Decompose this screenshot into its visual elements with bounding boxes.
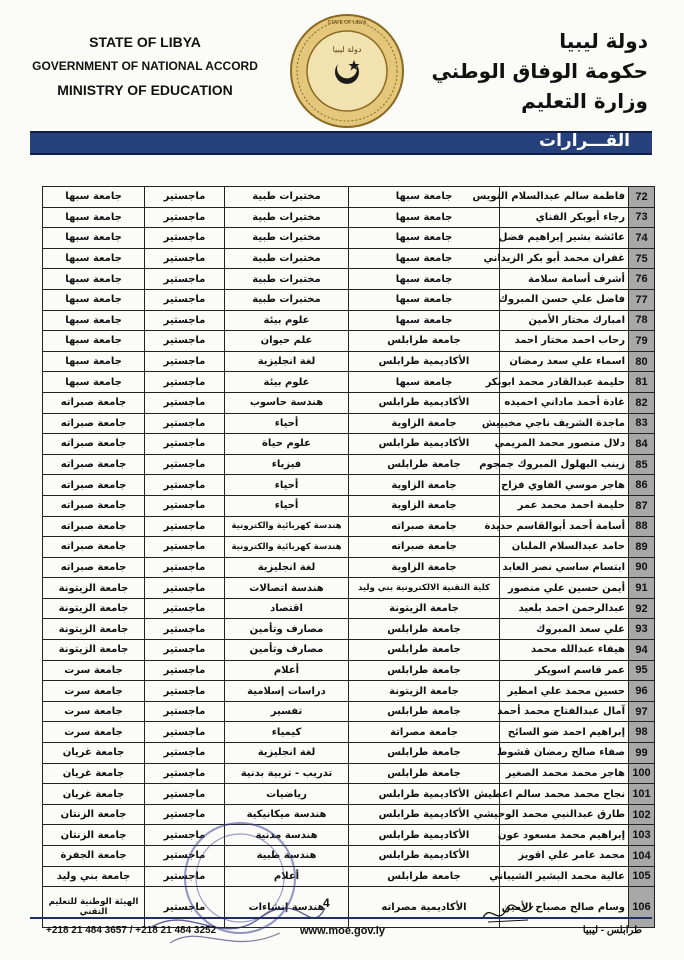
table-row <box>43 578 655 599</box>
study-place-cell: جامعة سبها <box>43 228 145 249</box>
name-cell: محمد عامر علي اقويز <box>500 846 629 867</box>
degree-cell: ماجستير <box>145 413 225 434</box>
name-cell: أيمن حسين علي منصور <box>500 578 629 599</box>
study-place-cell: جامعة الزيتونة <box>43 578 145 599</box>
degree-cell: ماجستير <box>145 392 225 413</box>
english-state-line: STATE OF LIBYA <box>89 34 201 50</box>
study-place-cell: جامعة الزيتونة <box>43 598 145 619</box>
name-cell: فاطمة سالم عبدالسلام النويس <box>500 187 629 208</box>
university-cell: الأكاديمية طرابلس <box>349 784 500 805</box>
degree-cell: ماجستير <box>145 351 225 372</box>
specialty-cell: تدريب - تربية بدنية <box>225 763 349 784</box>
arabic-letterhead <box>408 26 648 116</box>
specialty-cell: فيزياء <box>225 454 349 475</box>
university-cell: جامعة صبراته <box>349 516 500 537</box>
table-row <box>43 598 655 619</box>
university-cell: جامعة طرابلس <box>349 701 500 722</box>
table-row <box>43 743 655 764</box>
row-number-cell: 80 <box>629 351 655 372</box>
degree-cell: ماجستير <box>145 640 225 661</box>
signature-icon <box>478 898 538 928</box>
row-number-cell: 99 <box>629 743 655 764</box>
table-row <box>43 701 655 722</box>
name-cell: هيفاء عبدالله محمد <box>500 640 629 661</box>
name-cell: حليمة احمد محمد عمر <box>500 495 629 516</box>
degree-cell: ماجستير <box>145 475 225 496</box>
degree-cell: ماجستير <box>145 331 225 352</box>
specialty-cell: هندسة كهربائية والكترونية <box>225 537 349 558</box>
university-cell: جامعة سبها <box>349 269 500 290</box>
university-cell: جامعة سبها <box>349 207 500 228</box>
specialty-cell: مصارف وتأمين <box>225 619 349 640</box>
row-number-cell: 97 <box>629 701 655 722</box>
name-cell: وسام صالح مصباح الأمين <box>500 887 629 928</box>
degree-cell: ماجستير <box>145 187 225 208</box>
degree-cell: ماجستير <box>145 701 225 722</box>
table-row <box>43 228 655 249</box>
degree-cell: ماجستير <box>145 269 225 290</box>
specialty-cell: هندسة مدنية <box>225 825 349 846</box>
row-number-cell: 104 <box>629 846 655 867</box>
specialty-cell: مختبرات طبية <box>225 269 349 290</box>
name-cell: هاجر محمد محمد الصغير <box>500 763 629 784</box>
row-number-cell: 102 <box>629 804 655 825</box>
degree-cell: ماجستير <box>145 681 225 702</box>
arabic-government-line: حكومة الوفاق الوطني <box>431 59 648 83</box>
university-cell: جامعة سبها <box>349 372 500 393</box>
row-number-cell: 87 <box>629 495 655 516</box>
degree-cell: ماجستير <box>145 578 225 599</box>
table-row <box>43 269 655 290</box>
specialty-cell: هندسة طبية <box>225 846 349 867</box>
university-cell: جامعة الزيتونة <box>349 681 500 702</box>
row-number-cell: 94 <box>629 640 655 661</box>
university-cell: كلية التقنية الالكترونية بني وليد <box>349 578 500 599</box>
row-number-cell: 72 <box>629 187 655 208</box>
specialty-cell: هندسة اتصالات <box>225 578 349 599</box>
row-number-cell: 82 <box>629 392 655 413</box>
table-row <box>43 434 655 455</box>
study-place-cell: جامعة صبراته <box>43 475 145 496</box>
table-row <box>43 187 655 208</box>
emblem-arabic-text: دولة ليبيا <box>332 45 362 54</box>
specialty-cell: علم حيوان <box>225 331 349 352</box>
specialty-cell: هندسة حاسوب <box>225 392 349 413</box>
study-place-cell: جامعة غريان <box>43 784 145 805</box>
degree-cell: ماجستير <box>145 804 225 825</box>
name-cell: آمال عبدالفتاح محمد أحمد <box>500 701 629 722</box>
name-cell: علي سعد المبروك <box>500 619 629 640</box>
table-row <box>43 248 655 269</box>
study-place-cell: جامعة صبراته <box>43 495 145 516</box>
banner-title: القـــرارات <box>539 131 630 151</box>
specialty-cell: مختبرات طبية <box>225 289 349 310</box>
degree-cell: ماجستير <box>145 743 225 764</box>
row-number-cell: 79 <box>629 331 655 352</box>
row-number-cell: 105 <box>629 866 655 887</box>
university-cell: جامعة سبها <box>349 289 500 310</box>
university-cell: جامعة الزاوية <box>349 557 500 578</box>
row-number-cell: 73 <box>629 207 655 228</box>
table-row <box>43 413 655 434</box>
degree-cell: ماجستير <box>145 619 225 640</box>
footer-phone-numbers: +218 21 484 3657 / +218 21 484 3252 <box>46 925 217 936</box>
degree-cell: ماجستير <box>145 454 225 475</box>
university-cell: جامعة طرابلس <box>349 619 500 640</box>
university-cell: الأكاديمية مصراته <box>349 887 500 928</box>
name-cell: رحاب احمد مختار احمد <box>500 331 629 352</box>
study-place-cell: جامعة سبها <box>43 269 145 290</box>
university-cell: الأكاديمية طرابلس <box>349 846 500 867</box>
degree-cell: ماجستير <box>145 289 225 310</box>
university-cell: الأكاديمية طرابلس <box>349 392 500 413</box>
row-number-cell: 98 <box>629 722 655 743</box>
study-place-cell: جامعة صبراته <box>43 557 145 578</box>
study-place-cell: جامعة سبها <box>43 331 145 352</box>
degree-cell: ماجستير <box>145 722 225 743</box>
university-cell: جامعة الزيتونة <box>349 598 500 619</box>
row-number-cell: 77 <box>629 289 655 310</box>
name-cell: نجاح محمد محمد سالم اعطيش <box>500 784 629 805</box>
row-number-cell: 100 <box>629 763 655 784</box>
row-number-cell: 74 <box>629 228 655 249</box>
university-cell: جامعة الزاوية <box>349 475 500 496</box>
table-row <box>43 475 655 496</box>
name-cell: غفران محمد أبو بكر الزيداني <box>500 248 629 269</box>
emblem-english-text: STATE OF LIBYA <box>327 20 367 26</box>
table-row <box>43 722 655 743</box>
university-cell: جامعة طرابلس <box>349 763 500 784</box>
specialty-cell: هندسة كهربائية والكترونية <box>225 516 349 537</box>
study-place-cell: جامعة صبراته <box>43 434 145 455</box>
row-number-cell: 85 <box>629 454 655 475</box>
degree-cell: ماجستير <box>145 248 225 269</box>
degree-cell: ماجستير <box>145 825 225 846</box>
university-cell: جامعة طرابلس <box>349 743 500 764</box>
row-number-cell: 86 <box>629 475 655 496</box>
study-place-cell: جامعة صبراته <box>43 392 145 413</box>
study-place-cell: جامعة سبها <box>43 289 145 310</box>
degree-cell: ماجستير <box>145 372 225 393</box>
university-cell: جامعة طرابلس <box>349 866 500 887</box>
university-cell: جامعة الزاوية <box>349 495 500 516</box>
letterhead <box>0 0 684 125</box>
name-cell: حامد عبدالسلام الملبان <box>500 537 629 558</box>
footer-website: www.moe.gov.ly <box>300 925 385 937</box>
table-row <box>43 289 655 310</box>
table-row <box>43 887 655 928</box>
table-row <box>43 495 655 516</box>
study-place-cell: جامعة الجفرة <box>43 846 145 867</box>
degree-cell: ماجستير <box>145 598 225 619</box>
table-row <box>43 557 655 578</box>
specialty-cell: لغة انجليزية <box>225 743 349 764</box>
name-cell: عمر قاسم اسويكر <box>500 660 629 681</box>
row-number-cell: 84 <box>629 434 655 455</box>
university-cell: الأكاديمية طرابلس <box>349 351 500 372</box>
page-number: 4 <box>323 896 330 910</box>
specialty-cell: مختبرات طبية <box>225 248 349 269</box>
university-cell: جامعة سبها <box>349 310 500 331</box>
row-number-cell: 93 <box>629 619 655 640</box>
degree-cell: ماجستير <box>145 660 225 681</box>
specialty-cell: مختبرات طبية <box>225 207 349 228</box>
study-place-cell: جامعة سبها <box>43 187 145 208</box>
name-cell: عالية محمد البشير الشيباني <box>500 866 629 887</box>
degree-cell: ماجستير <box>145 887 225 928</box>
study-place-cell: جامعة الزيتونة <box>43 619 145 640</box>
study-place-cell: جامعة سرت <box>43 722 145 743</box>
study-place-cell: جامعة بني وليد <box>43 866 145 887</box>
study-place-cell: جامعة سبها <box>43 351 145 372</box>
table-row <box>43 681 655 702</box>
table-row <box>43 763 655 784</box>
degree-cell: ماجستير <box>145 434 225 455</box>
row-number-cell: 91 <box>629 578 655 599</box>
specialty-cell: رياضيات <box>225 784 349 805</box>
specialty-cell: لغة انجليزية <box>225 557 349 578</box>
specialty-cell: هندسة ميكانيكية <box>225 804 349 825</box>
row-number-cell: 106 <box>629 887 655 928</box>
name-cell: ابتسام ساسي نصر العابد <box>500 557 629 578</box>
university-cell: جامعة سبها <box>349 228 500 249</box>
specialty-cell: أعلام <box>225 660 349 681</box>
degree-cell: ماجستير <box>145 763 225 784</box>
specialty-cell: علوم حياة <box>225 434 349 455</box>
specialty-cell: أحياء <box>225 475 349 496</box>
university-cell: الأكاديمية طرابلس <box>349 825 500 846</box>
specialty-cell: هندسة إنشاءات <box>225 887 349 928</box>
table-row <box>43 866 655 887</box>
university-cell: الأكاديمية طرابلس <box>349 434 500 455</box>
row-number-cell: 76 <box>629 269 655 290</box>
study-place-cell: جامعة صبراته <box>43 516 145 537</box>
table-row <box>43 207 655 228</box>
name-cell: عبدالرحمن احمد بلعيد <box>500 598 629 619</box>
row-number-cell: 88 <box>629 516 655 537</box>
table-row <box>43 392 655 413</box>
table-row <box>43 351 655 372</box>
specialty-cell: علوم بيئة <box>225 310 349 331</box>
university-cell: جامعة طرابلس <box>349 454 500 475</box>
study-place-cell: الهيئة الوطنية للتعليم التقني <box>43 887 145 928</box>
table-row <box>43 537 655 558</box>
row-number-cell: 101 <box>629 784 655 805</box>
english-ministry-line: MINISTRY OF EDUCATION <box>57 82 233 98</box>
table-row <box>43 784 655 805</box>
table-row <box>43 331 655 352</box>
name-cell: دلال منصور محمد المريمي <box>500 434 629 455</box>
name-cell: إبراهيم محمد مسعود عون <box>500 825 629 846</box>
university-cell: الأكاديمية طرابلس <box>349 804 500 825</box>
university-cell: جامعة صبراته <box>349 537 500 558</box>
study-place-cell: جامعة سبها <box>43 310 145 331</box>
row-number-cell: 96 <box>629 681 655 702</box>
name-cell: أشرف أسامة سلامة <box>500 269 629 290</box>
university-cell: جامعة طرابلس <box>349 331 500 352</box>
specialty-cell: كيمياء <box>225 722 349 743</box>
degree-cell: ماجستير <box>145 516 225 537</box>
table-row <box>43 825 655 846</box>
specialty-cell: أعلام <box>225 866 349 887</box>
degree-cell: ماجستير <box>145 310 225 331</box>
specialty-cell: لغة انجليزية <box>225 351 349 372</box>
arabic-ministry-line: وزارة التعليم <box>521 89 648 113</box>
name-cell: عائشة بشير إبراهيم فضل <box>500 228 629 249</box>
study-place-cell: جامعة سرت <box>43 660 145 681</box>
study-place-cell: جامعة صبراته <box>43 537 145 558</box>
table-row <box>43 516 655 537</box>
name-cell: صفاء صالح رمضان قشوط <box>500 743 629 764</box>
row-number-cell: 90 <box>629 557 655 578</box>
study-place-cell: جامعة غريان <box>43 743 145 764</box>
university-cell: جامعة طرابلس <box>349 640 500 661</box>
specialty-cell: مصارف وتأمين <box>225 640 349 661</box>
name-cell: امبارك مختار الأمين <box>500 310 629 331</box>
study-place-cell: جامعة صبراته <box>43 454 145 475</box>
study-place-cell: جامعة سبها <box>43 248 145 269</box>
table-row <box>43 619 655 640</box>
english-government-line: GOVERNMENT OF NATIONAL ACCORD <box>32 59 258 73</box>
name-cell: فاضل علي حسن المبروك <box>500 289 629 310</box>
university-cell: جامعة سبها <box>349 248 500 269</box>
specialty-cell: أحياء <box>225 413 349 434</box>
university-cell: جامعة مصراتة <box>349 722 500 743</box>
table-row <box>43 372 655 393</box>
name-cell: هاجر موسي الفاوي فزاح <box>500 475 629 496</box>
name-cell: طارق عبدالنبي محمد الوحيشي <box>500 804 629 825</box>
table-row <box>43 846 655 867</box>
name-cell: زينب البهلول المبروك جمجوم <box>500 454 629 475</box>
name-cell: اسماء علي سعد رمضان <box>500 351 629 372</box>
degree-cell: ماجستير <box>145 228 225 249</box>
specialty-cell: اقتصاد <box>225 598 349 619</box>
study-place-cell: جامعة سبها <box>43 207 145 228</box>
university-cell: جامعة طرابلس <box>349 660 500 681</box>
name-cell: إبراهيم احمد ضو السائح <box>500 722 629 743</box>
degree-cell: ماجستير <box>145 846 225 867</box>
specialty-cell: أحياء <box>225 495 349 516</box>
name-cell: حسين محمد علي امطير <box>500 681 629 702</box>
name-cell: رجاء أبوبكر الفناي <box>500 207 629 228</box>
name-cell: حليمة عبدالقادر محمد ابوبكر <box>500 372 629 393</box>
degree-cell: ماجستير <box>145 784 225 805</box>
table-row <box>43 660 655 681</box>
specialty-cell: مختبرات طبية <box>225 228 349 249</box>
table-row <box>43 310 655 331</box>
degree-cell: ماجستير <box>145 557 225 578</box>
study-place-cell: جامعة سبها <box>43 372 145 393</box>
study-place-cell: جامعة صبراته <box>43 413 145 434</box>
table-row <box>43 804 655 825</box>
degree-cell: ماجستير <box>145 207 225 228</box>
footer-city: طرابلس - ليبيا <box>582 925 642 936</box>
row-number-cell: 92 <box>629 598 655 619</box>
arabic-state-line: دولة ليبيا <box>559 29 648 53</box>
study-place-cell: جامعة الزنتان <box>43 804 145 825</box>
decisions-banner <box>30 131 652 155</box>
table-row <box>43 640 655 661</box>
specialty-cell: علوم بيئة <box>225 372 349 393</box>
degree-cell: ماجستير <box>145 537 225 558</box>
specialty-cell: مختبرات طبية <box>225 187 349 208</box>
degree-cell: ماجستير <box>145 866 225 887</box>
study-place-cell: جامعة الزيتونة <box>43 640 145 661</box>
footer-divider <box>30 917 652 919</box>
row-number-cell: 103 <box>629 825 655 846</box>
row-number-cell: 81 <box>629 372 655 393</box>
study-place-cell: جامعة غريان <box>43 763 145 784</box>
specialty-cell: تفسير <box>225 701 349 722</box>
study-place-cell: جامعة سرت <box>43 681 145 702</box>
study-place-cell: جامعة سرت <box>43 701 145 722</box>
name-cell: أسامة أحمد أبوالقاسم حديدة <box>500 516 629 537</box>
english-letterhead <box>30 30 260 102</box>
university-cell: جامعة الزاوية <box>349 413 500 434</box>
university-cell: جامعة سبها <box>349 187 500 208</box>
specialty-cell: دراسات إسلامية <box>225 681 349 702</box>
row-number-cell: 75 <box>629 248 655 269</box>
study-place-cell: جامعة الزنتان <box>43 825 145 846</box>
row-number-cell: 89 <box>629 537 655 558</box>
decisions-table-container <box>42 186 654 918</box>
table-row <box>43 454 655 475</box>
state-emblem-icon <box>288 12 406 130</box>
name-cell: ماجدة الشريف ناجي مخبييش <box>500 413 629 434</box>
row-number-cell: 78 <box>629 310 655 331</box>
row-number-cell: 95 <box>629 660 655 681</box>
decisions-table <box>42 186 655 928</box>
name-cell: غادة أحمد ماداني احميده <box>500 392 629 413</box>
degree-cell: ماجستير <box>145 495 225 516</box>
row-number-cell: 83 <box>629 413 655 434</box>
